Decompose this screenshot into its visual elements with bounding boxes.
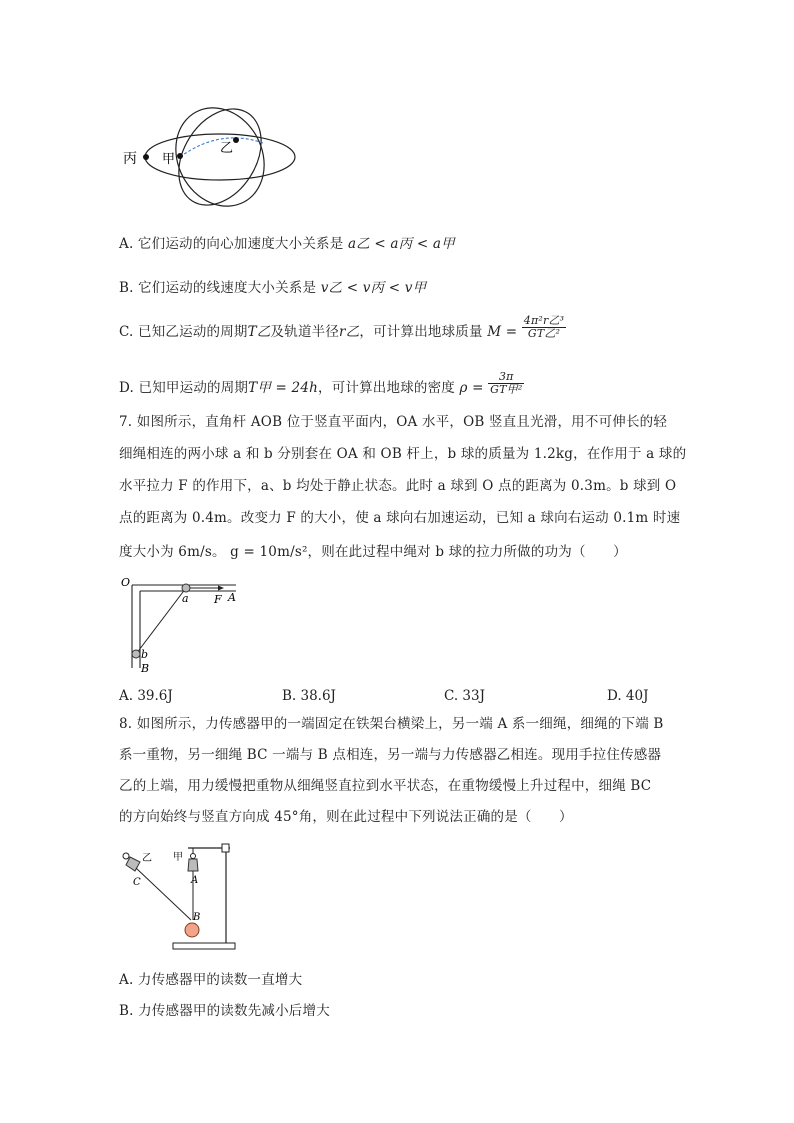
q8-line: 的方向始终与竖直方向成 45°角，则在此过程中下列说法正确的是（ ） xyxy=(119,809,573,825)
q6-option-b xyxy=(119,276,426,296)
label-jia: 甲 xyxy=(162,152,176,167)
q6-option-a xyxy=(119,232,455,252)
q6-option-a-text: A. 它们运动的向心加速度大小关系是 xyxy=(119,236,344,252)
q6-option-b-expr: v乙 < v丙 < v甲 xyxy=(320,280,427,296)
sensor-yi-ring xyxy=(123,853,129,859)
q6-option-d-denominator: GT甲² xyxy=(490,383,523,396)
label-B: B xyxy=(141,662,150,675)
q6-option-c-radius: r乙 xyxy=(339,324,360,340)
label-yi: 乙 xyxy=(142,853,152,864)
q8-line: 8. 如图所示，力传感器甲的一端固定在铁架台横梁上，另一端 A 系一细绳，细绳的下端 B xyxy=(119,716,664,732)
q7-line: 7. 如图所示，直角杆 AOB 位于竖直平面内，OA 水平，OB 竖直且光滑，用不可伸长的轻 xyxy=(119,414,668,430)
q6-option-c-text: C. 已知乙运动的周期 xyxy=(119,324,248,340)
q6-option-c-numerator: 4π²r乙³ xyxy=(523,313,565,327)
label-A: A xyxy=(228,591,236,604)
ball-b xyxy=(132,650,140,658)
label-f: F xyxy=(214,593,222,606)
q7-option-c: C. 33J xyxy=(444,688,486,704)
label-jia: 甲 xyxy=(173,852,183,863)
label-yi: 乙 xyxy=(220,141,234,156)
q8-option-b: B. 力传感器甲的读数先减小后增大 xyxy=(119,1003,330,1019)
satellite-bing xyxy=(143,154,149,160)
q7-line: 细绳相连的两小球 a 和 b 分别套在 OA 和 OB 杆上，b 球的质量为 1.2kg，在作用于 a 球的 xyxy=(119,446,687,462)
q7-figure xyxy=(118,576,248,678)
q8-option-a: A. 力传感器甲的读数一直增大 xyxy=(119,972,303,988)
label-o: O xyxy=(121,576,131,589)
q7-option-a: A. 39.6J xyxy=(119,688,173,704)
weight xyxy=(185,923,199,937)
q7-option-b: B. 38.6J xyxy=(282,688,336,704)
label-a: A xyxy=(191,875,199,886)
clamp xyxy=(222,844,229,852)
q8-line: 乙的上端，用力缓慢把重物从细绳竖直拉到水平状态，在重物缓慢上升过程中，细绳 BC xyxy=(119,778,652,794)
q6-option-c-period: T乙 xyxy=(247,324,271,340)
label-b: B xyxy=(193,912,201,923)
q6-option-c-denominator: GT乙² xyxy=(527,327,561,340)
q6-option-d-text: D. 已知甲运动的周期 xyxy=(119,380,249,396)
label-c: C xyxy=(133,877,141,888)
q7-line: 水平拉力 F 的作用下，a、b 均处于静止状态。此时 a 球到 O 点的距离为 0.3m。b 球到 O xyxy=(119,478,677,494)
q6-option-b-text: B. 它们运动的线速度大小关系是 xyxy=(119,280,317,296)
force-arrowhead xyxy=(218,586,224,591)
label-b: b xyxy=(141,648,149,661)
label-bing: 丙 xyxy=(123,151,137,167)
sensor-yi-body xyxy=(126,857,140,871)
q6-option-a-expr: a乙 < a丙 < a甲 xyxy=(347,236,455,252)
q6-option-c xyxy=(119,313,566,340)
polar-orbit xyxy=(159,100,281,215)
q6-option-d-end: ，可计算出地球的密度 xyxy=(318,380,455,396)
q6-option-c-mid: 及轨道半径 xyxy=(270,324,340,340)
q6-option-d-rho: ρ = xyxy=(459,380,484,396)
satellite-yi xyxy=(233,137,239,143)
q8-figure xyxy=(118,840,243,955)
q8-line: 系一重物，另一细绳 BC 一端与 B 点相连，另一端与力传感器乙相连。现用手拉住传感器 xyxy=(119,747,662,763)
ball-a xyxy=(182,584,190,592)
orbit-figure xyxy=(118,100,308,215)
q6-option-d xyxy=(119,369,524,396)
satellite-jia xyxy=(177,153,183,159)
q6-option-c-mass: M = xyxy=(487,324,518,340)
rope-bc xyxy=(136,868,191,920)
q6-option-c-end: ，可计算出地球质量 xyxy=(359,324,483,340)
q7-line: 点的距离为 0.4m。改变力 F 的大小，使 a 球向右加速运动，已知 a 球向右运动 0.1m 时速 xyxy=(119,510,681,526)
label-a: a xyxy=(182,592,189,605)
q7-option-d: D. 40J xyxy=(607,688,649,704)
q7-line: 度大小为 6m/s。 g = 10m/s²，则在此过程中绳对 b 球的拉力所做的功为（ ） xyxy=(119,544,627,560)
q6-option-c-formula xyxy=(522,315,567,340)
sensor-jia-ring xyxy=(191,854,196,859)
rope xyxy=(136,588,186,654)
stand-base xyxy=(173,943,235,949)
sensor-jia-body xyxy=(188,859,198,871)
q6-option-d-period: T甲 = 24h xyxy=(248,380,318,396)
q6-option-d-formula xyxy=(488,371,524,396)
q6-option-d-numerator: 3π xyxy=(488,371,524,384)
